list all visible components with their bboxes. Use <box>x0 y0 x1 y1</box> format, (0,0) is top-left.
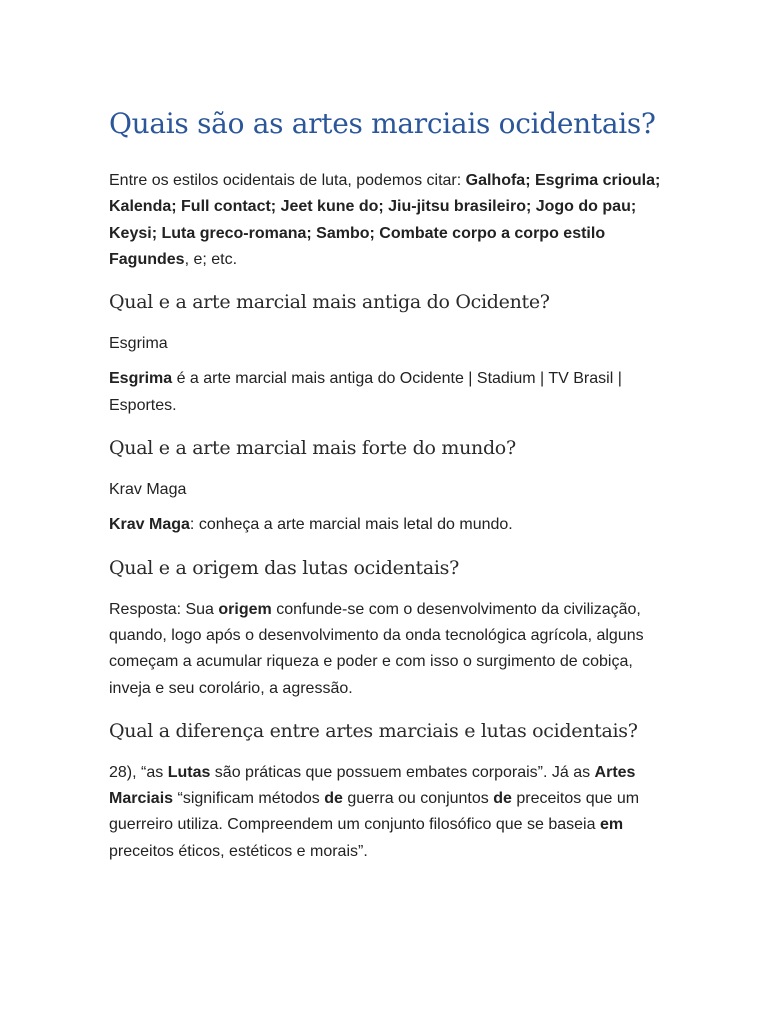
answer-origin-text-1: Resposta: Sua <box>109 600 219 618</box>
answer-difference-text-2: são práticas que possuem embates corporais”. Já as <box>210 763 595 781</box>
answer-strongest: Krav Maga <box>109 481 187 499</box>
answer-oldest-bold: Esgrima <box>109 370 173 388</box>
answer-difference-text-5: preceitos que um guerreiro utiliza. Compreendem um conjunto filosófico que se baseia <box>109 790 640 834</box>
answer-oldest-detail <box>109 366 669 419</box>
answer-origin-text-2: confunde-se com o desenvolvimento da civilização, quando, logo após o desenvolvimento da onda tecnológica agrícola, alguns começam a acumular riqueza e poder e com isso o surgimento de cobiça, inveja e seu corolário, a agressão. <box>109 600 644 697</box>
answer-difference-text-6: preceitos éticos, estéticos e morais”. <box>109 842 368 860</box>
intro-suffix: , e; etc. <box>184 250 238 268</box>
answer-oldest: Esgrima <box>109 335 168 353</box>
answer-difference <box>109 760 669 865</box>
question-oldest-heading: Qual e a arte marcial mais antiga do Ocidente? <box>109 291 550 314</box>
answer-difference-text-4: guerra ou conjuntos <box>342 790 494 808</box>
question-difference-heading: Qual a diferença entre artes marciais e lutas ocidentais? <box>109 719 638 742</box>
answer-difference-bold-1: Lutas <box>167 763 211 781</box>
intro-styles-list: Galhofa; Esgrima crioula; Kalenda; Full contact; Jeet kune do; Jiu-jitsu brasileiro; Jogo do pau; Keysi; Luta greco-romana; Sambo; Combate corpo a corpo estilo Fagundes <box>109 172 661 268</box>
answer-difference-text-1: 28), “as <box>109 763 168 781</box>
question-origin-heading: Qual e a origem das lutas ocidentais? <box>109 556 459 579</box>
answer-difference-bold-2: Artes Marciais <box>109 763 636 808</box>
answer-origin <box>109 597 669 702</box>
answer-difference-bold-3: de <box>324 790 343 808</box>
answer-strongest-detail <box>109 512 669 538</box>
document <box>109 104 669 881</box>
page-title: Quais são as artes marciais ocidentais? <box>109 107 656 140</box>
question-strongest-heading: Qual e a arte marcial mais forte do mundo? <box>109 437 516 460</box>
intro-paragraph <box>109 168 669 273</box>
answer-difference-bold-5: em <box>599 816 624 834</box>
answer-oldest-text: é a arte marcial mais antiga do Ocidente | Stadium | TV Brasil | Esportes. <box>109 370 622 414</box>
answer-difference-bold-4: de <box>493 790 512 808</box>
answer-strongest-text: : conheça a arte marcial mais letal do mundo. <box>189 516 513 534</box>
answer-strongest-bold: Krav Maga <box>109 516 190 534</box>
answer-difference-text-3: “significam métodos <box>173 790 325 808</box>
answer-origin-bold: origem <box>218 600 272 618</box>
intro-text: Entre os estilos ocidentais de luta, podemos citar: <box>109 172 466 189</box>
